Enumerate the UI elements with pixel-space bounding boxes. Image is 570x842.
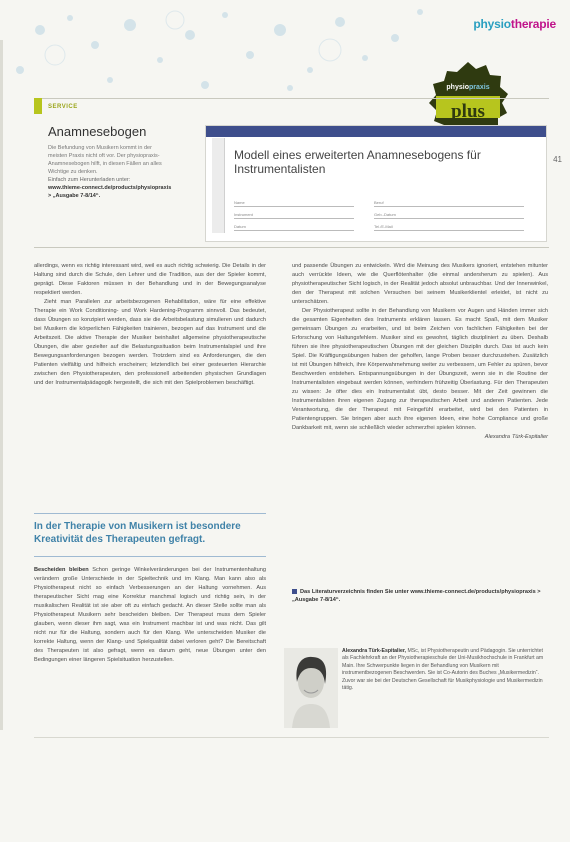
left-margin-rule: [0, 40, 3, 730]
questionnaire-title: Modell eines erweiterten Anamnesebogens für Instrumentalisten: [234, 148, 481, 176]
author-name: Alexandra Türk-Espitalier,: [342, 648, 407, 654]
paragraph: [34, 566, 266, 665]
article-right-column: [292, 262, 548, 442]
paragraph: und passende Übungen zu entwickeln. Wird die Meinung des Musikers ignoriert, entstehen mitunter auch verrückte Ideen, wie die Querflötenhalter (die einmal andersherum zu spielen). Aus physiotherapeutischer Sicht logisch, in der Realität jedoch absolut unbrauchbar. Und der Innenwinkel, den der Therapeut mit solchen Versuchen bei seinem Musikerklientel erleidet, ist nicht zu unterschätzen.: [292, 263, 548, 305]
download-link[interactable]: www.thieme-connect.de/products/physiopraxis > „Ausgabe 7-8/14“.: [48, 185, 172, 199]
download-intro: Einfach zum Herunterladen unter:: [48, 177, 131, 183]
author-bio: [342, 648, 547, 692]
bullet-square-icon: [292, 589, 297, 594]
form-field-instrument: Instrument: [234, 212, 354, 219]
service-download: [48, 176, 173, 200]
questionnaire-header-bar: [206, 126, 546, 137]
page-number: 41: [553, 155, 562, 164]
badge-title-part-2: praxis: [468, 84, 490, 91]
paragraph: Der Physiotherapeut sollte in der Behandlung von Musikern vor Augen und Händen immer sich die gesamten Eigenheiten des Instruments erklären lassen. Es macht Spaß, mit dem Musiker gemeinsam Übungen zu erarbeiten, und ist beim Zeichen von fachlichen Fähigkeiten bei der Erforschung von Haltungsfehlern. Musiker sind es gewohnt, täglich diszipliniert zu üben. Deshalb führen sie ihre physiotherapeutischen Übungen mit der gleichen Disziplin durch. Das ist auch kein Spiel. Die Kräftigungsübungen haben der geholfen, lange Proben besser durchzustehen. Zusätzlich ist mit Übungen hilfreich, ihre Körperwahrnehmung weiter zu verbessern, um Fehler zu spüren, bevor Beschwerden entstehen. Entspannungsübungen in der Übungszeit, wenn sie in die Routine der Instrumentalisten eingebaut werden können, verhindern frühzeitig Überlastung. Für den Therapeuten zu wissen: Je öfter dies ein Instrumentalist übt, desto besser. Mit der Zeit gewinnen die Instrumentalisten ihren eigenen Zugang zur therapeutischen Arbeit und anderen Patienten. Jede Verantwortung, die der Therapeut mit Feingefühl erarbeitet, wird bei den Patienten in Patientengruppen. Sie bringen aber auch ihre eigenen Ideen, eine hohe Compliance und große Dankbarkeit mit, wenn sie schließlich wieder schmerzfrei spielen können.: [292, 308, 548, 431]
service-description: Die Befundung von Musikern kommt in der meisten Praxis nicht oft vor. Der physiopraxis-Anamnesebogen hilft, in diesen Fällen an alles Wichtige zu denken.: [48, 145, 162, 175]
brand-part-2: therapie: [510, 17, 556, 31]
author-bio-text: MSc, ist Physiotherapeutin und Pädagogin. Sie unterrichtet als Fachlehrkraft an der Physiotherapieschule der Uni-Musikhochschule in Frankfurt am Main. Ihre Schwerpunkte liegen in der Behandlung von Musikern mit instrumentbezogenen Beschwerden. Sie ist Co-Autorin des Buches „Musikermedizin“. Zuvor war sie bei der Deutschen Gesellschaft für Musikphysiologie und Musikermedizin tätig.: [342, 648, 544, 692]
paragraph: Zieht man Parallelen zur arbeitsbezogenen Rehabilitation, wäre für eine effektive Therapie ein Work Conditioning- und Work Hardening-Programm sinnvoll. Das bedeutet, dass Übungen so konzipiert werden, dass sie die Arbeitsbelastung simulieren und dadurch bei Musikern die körperlichen Fähigkeiten trainieren, bezogen auf das Instrument und die Arbeitszeit. Die aktive Therapie der Musiker beinhaltet allgemeine physiotherapeutische Übungen, die aber gezielter auf die Belastungssituation beim Instrumentalspiel und ihre Bewegungsanforderungen bezogen werden. Trotzdem sind es Anforderungen, die den Patienten vielfältig und hilfreich erscheinen; letztendlich bei einer gesteuerten Hierarchie zwischen den Physiotherapeuten, den professionell arbeitenden physischen Grundlagen und der Instrumentalpädagogik hergestellt, die sich mit den Spielproblemen beschäftigt.: [34, 299, 266, 386]
questionnaire-binding: [212, 138, 225, 233]
article-left-column-top: [34, 262, 266, 388]
badge-title: [432, 84, 504, 91]
paragraph-text: Schon geringe Winkelveränderungen bei der Instrumentenhaltung verändern große Unterschiede in der Spieltechnik und im Klang. Man kann also als Physiotherapeut nicht so einfach Verbesserungen an der Haltung vornehmen. Aus therapeutischer Sicht mag eine Korrektur manchmal logisch und richtig sein, in der musikalischen Realität ist sie aber oft zu einfach gedacht. An dieser Stelle sollte man als Physiotherapeut Musikern sehr bescheiden bleiben. Der Therapeut muss dem Spieler glauben, wenn dieser ihm sagt, was ein Instrument machbar ist und was nicht. Das gilt nicht nur für die Haltung, sondern auch für den Klang. Wie unterscheiden Musiker die korrekte Haltung, wenn der Klang- und Spielqualität dabei verloren geht? Die Bereitschaft des Therapeuten ist also gefragt, wenn es darum geht, neue Übungen unter den Bedingungen einer längeren Spielsituation herzustellen.: [34, 567, 266, 663]
literature-note: [292, 588, 548, 604]
form-field-datum: Datum: [234, 224, 354, 231]
article-signoff: Alexandra Türk-Espitalier: [484, 434, 548, 440]
author-photo: [284, 648, 338, 728]
service-tag-marker: [34, 98, 42, 114]
questionnaire-preview: [205, 125, 547, 242]
literature-note-text[interactable]: Das Literaturverzeichnis finden Sie unter www.thieme-connect.de/products/physiopraxis > „Ausgabe 7-8/14“.: [292, 589, 541, 603]
form-field-name: Name: [234, 200, 354, 207]
subheading: Bescheiden bleiben: [34, 567, 89, 573]
form-field-tel-email: Tel./E-Mail: [374, 224, 524, 231]
bottom-divider: [34, 737, 549, 738]
article-left-column-bottom: [34, 566, 266, 665]
service-title: Anamnesebogen: [48, 124, 147, 139]
pull-quote: In der Therapie von Musikern ist besondere Kreativität des Therapeuten gefragt.: [34, 521, 241, 545]
form-field-beruf: Beruf: [374, 200, 524, 207]
brand-part-1: physio: [473, 17, 511, 31]
badge-title-part-1: physio: [446, 84, 469, 91]
badge-plus-word: plus: [451, 101, 485, 122]
service-label: SERVICE: [48, 104, 78, 110]
paragraph: allerdings, wenn es richtig interessant wird, weil es auch richtig schwierig. Die Details in der Haltung sind durch die Schule, den Lehrer und die Tradition, aus der der Spieler kommt, geprägt. Diese Faktoren müssen in der Behandlung und in der Bewegungsanalyse respektiert werden.: [34, 263, 266, 296]
form-field-geb-datum: Geb.-Datum: [374, 212, 524, 219]
magazine-section-title: [473, 17, 556, 31]
